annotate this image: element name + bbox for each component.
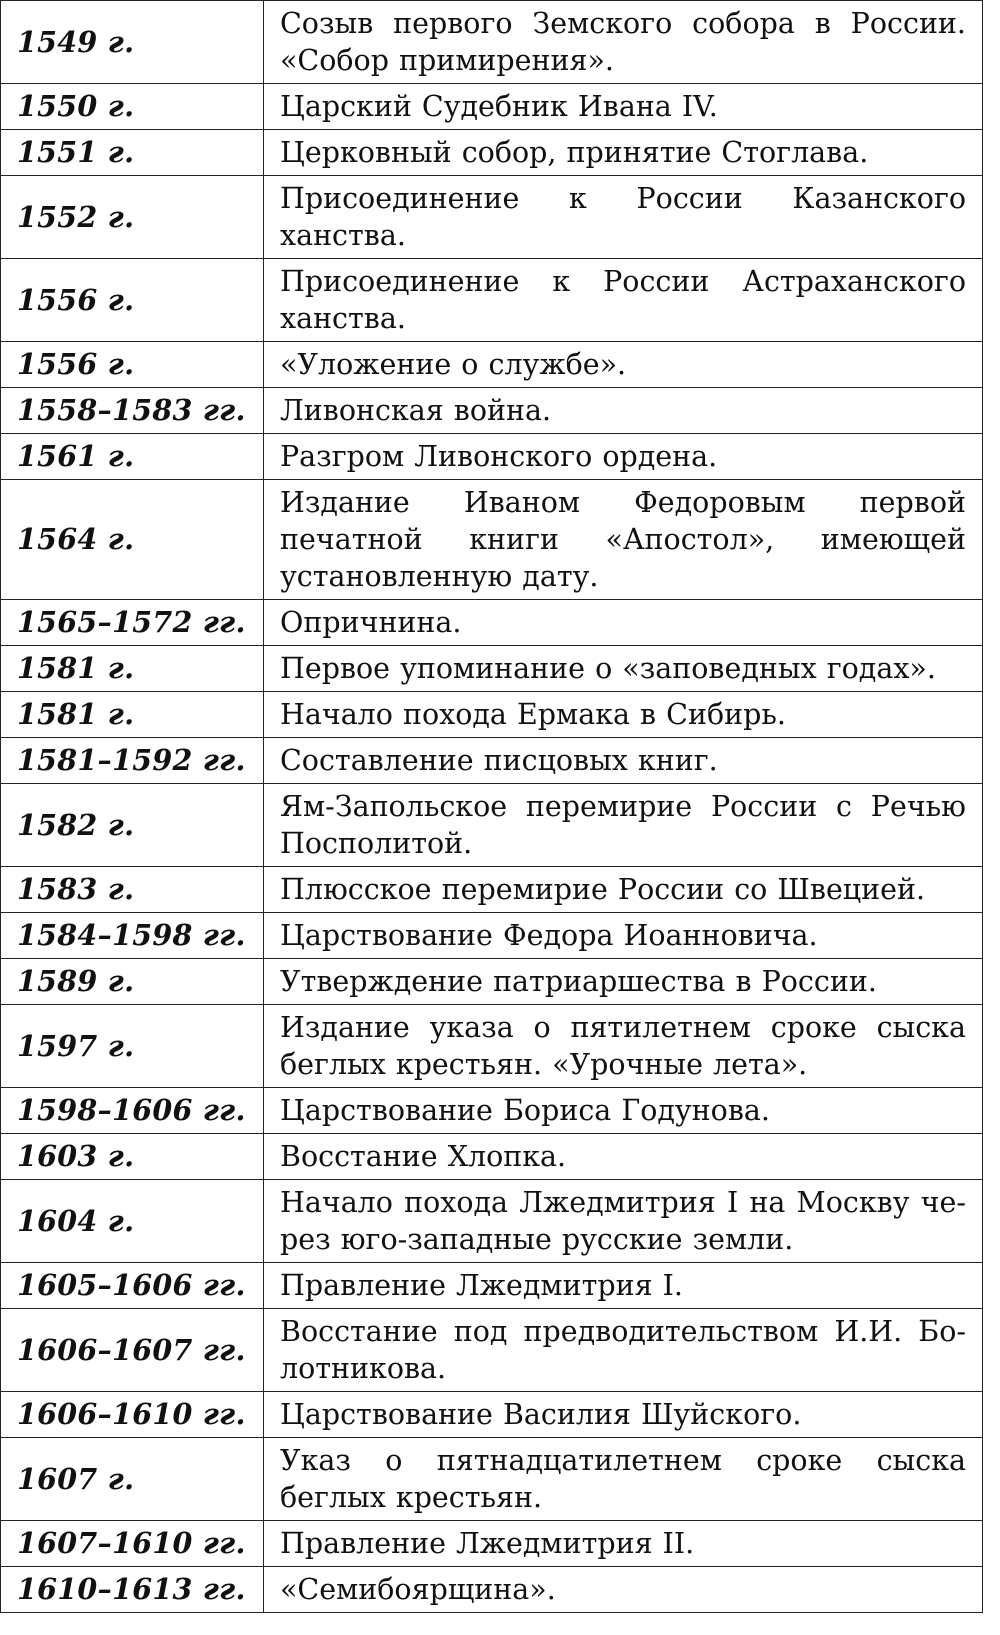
row-date: 1551 г. bbox=[1, 130, 264, 176]
row-date: 1589 г. bbox=[1, 959, 264, 1005]
table-row bbox=[1, 1392, 983, 1438]
table-row bbox=[1, 913, 983, 959]
row-event: Первое упоминание о «заповедных годах». bbox=[264, 646, 983, 692]
table-row bbox=[1, 1088, 983, 1134]
row-date: 1584–1598 гг. bbox=[1, 913, 264, 959]
table-row bbox=[1, 1, 983, 84]
row-event: Присоединение к России Астраханского ханства. bbox=[264, 259, 983, 342]
table-row bbox=[1, 646, 983, 692]
row-date: 1605–1606 гг. bbox=[1, 1263, 264, 1309]
row-date: 1581 г. bbox=[1, 692, 264, 738]
row-event: Опричнина. bbox=[264, 600, 983, 646]
row-event: «Уложение о службе». bbox=[264, 342, 983, 388]
table-row bbox=[1, 1005, 983, 1088]
row-date: 1556 г. bbox=[1, 259, 264, 342]
row-event: Восстание под предводительством И.И. Болотникова. bbox=[264, 1309, 983, 1392]
table-row bbox=[1, 176, 983, 259]
table-row bbox=[1, 738, 983, 784]
row-event: Плюсское перемирие России со Швецией. bbox=[264, 867, 983, 913]
row-event: Царствование Бориса Годунова. bbox=[264, 1088, 983, 1134]
row-event: Разгром Ливонского ордена. bbox=[264, 434, 983, 480]
row-event: Правление Лжедмитрия II. bbox=[264, 1521, 983, 1567]
table-row bbox=[1, 480, 983, 600]
table-row bbox=[1, 1134, 983, 1180]
row-event: Царский Судебник Ивана IV. bbox=[264, 84, 983, 130]
row-date: 1556 г. bbox=[1, 342, 264, 388]
table-row bbox=[1, 388, 983, 434]
chronology-table-body bbox=[1, 1, 983, 1613]
table-row bbox=[1, 434, 983, 480]
row-event: «Семибоярщина». bbox=[264, 1567, 983, 1613]
row-date: 1598–1606 гг. bbox=[1, 1088, 264, 1134]
row-event: Созыв первого Земского собора в России. «Собор примирения». bbox=[264, 1, 983, 84]
table-row bbox=[1, 1180, 983, 1263]
row-date: 1606–1610 гг. bbox=[1, 1392, 264, 1438]
row-event: Начало похода Лжедмитрия I на Москву через юго-западные русские земли. bbox=[264, 1180, 983, 1263]
row-date: 1607–1610 гг. bbox=[1, 1521, 264, 1567]
table-row bbox=[1, 1309, 983, 1392]
row-event: Начало похода Ермака в Сибирь. bbox=[264, 692, 983, 738]
table-row bbox=[1, 1521, 983, 1567]
row-date: 1565–1572 гг. bbox=[1, 600, 264, 646]
row-date: 1581 г. bbox=[1, 646, 264, 692]
row-event: Составление писцовых книг. bbox=[264, 738, 983, 784]
row-date: 1564 г. bbox=[1, 480, 264, 600]
row-event: Ям-Запольское перемирие России с Речью Посполитой. bbox=[264, 784, 983, 867]
row-event: Присоединение к России Казанского ханства. bbox=[264, 176, 983, 259]
row-event: Утверждение патриаршества в России. bbox=[264, 959, 983, 1005]
row-event: Ливонская война. bbox=[264, 388, 983, 434]
row-event: Издание Иваном Федоровым первой печатной книги «Апостол», имеющей установленную дату. bbox=[264, 480, 983, 600]
table-row bbox=[1, 342, 983, 388]
table-row bbox=[1, 784, 983, 867]
row-event: Царствование Василия Шуйского. bbox=[264, 1392, 983, 1438]
table-row bbox=[1, 959, 983, 1005]
table-row bbox=[1, 692, 983, 738]
table-row bbox=[1, 130, 983, 176]
row-date: 1610–1613 гг. bbox=[1, 1567, 264, 1613]
row-date: 1561 г. bbox=[1, 434, 264, 480]
row-date: 1606–1607 гг. bbox=[1, 1309, 264, 1392]
row-event: Указ о пятнадцатилетнем сроке сыска беглых крестьян. bbox=[264, 1438, 983, 1521]
row-date: 1603 г. bbox=[1, 1134, 264, 1180]
row-date: 1558–1583 гг. bbox=[1, 388, 264, 434]
row-event: Издание указа о пятилетнем сроке сыска беглых крестьян. «Урочные лета». bbox=[264, 1005, 983, 1088]
row-date: 1582 г. bbox=[1, 784, 264, 867]
row-date: 1604 г. bbox=[1, 1180, 264, 1263]
row-event: Восстание Хлопка. bbox=[264, 1134, 983, 1180]
row-date: 1549 г. bbox=[1, 1, 264, 84]
row-date: 1607 г. bbox=[1, 1438, 264, 1521]
table-row bbox=[1, 84, 983, 130]
row-date: 1550 г. bbox=[1, 84, 264, 130]
table-row bbox=[1, 600, 983, 646]
row-date: 1552 г. bbox=[1, 176, 264, 259]
table-row bbox=[1, 1438, 983, 1521]
row-date: 1597 г. bbox=[1, 1005, 264, 1088]
row-date: 1583 г. bbox=[1, 867, 264, 913]
row-date: 1581–1592 гг. bbox=[1, 738, 264, 784]
table-row bbox=[1, 1567, 983, 1613]
table-row bbox=[1, 259, 983, 342]
table-row bbox=[1, 867, 983, 913]
row-event: Царствование Федора Иоанновича. bbox=[264, 913, 983, 959]
row-event: Правление Лжедмитрия I. bbox=[264, 1263, 983, 1309]
row-event: Церковный собор, принятие Стоглава. bbox=[264, 130, 983, 176]
table-row bbox=[1, 1263, 983, 1309]
